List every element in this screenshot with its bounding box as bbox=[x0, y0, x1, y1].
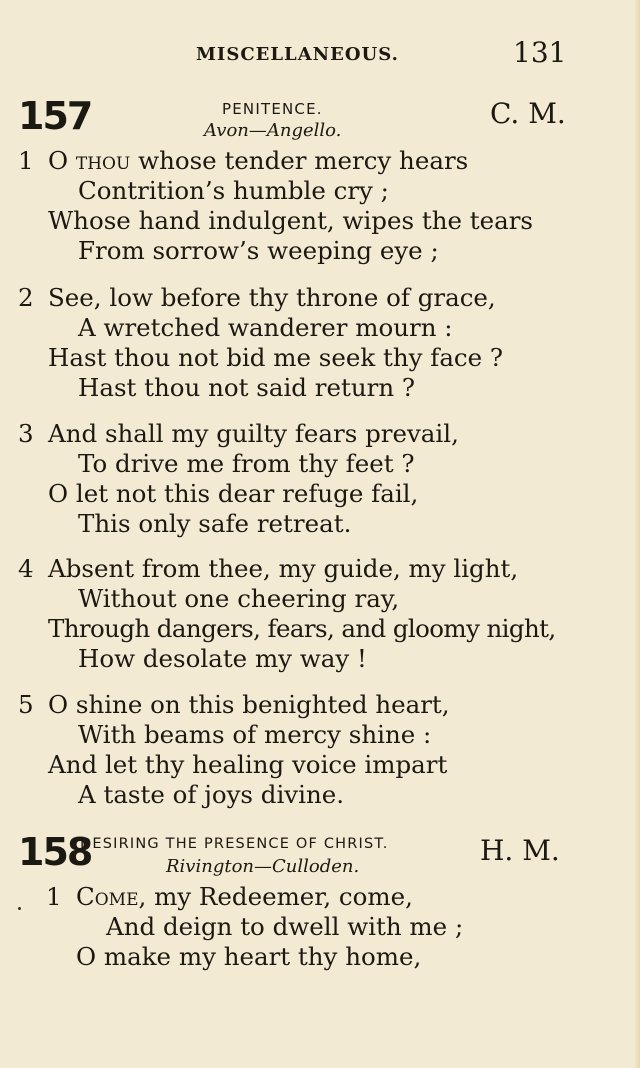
hymn-number: 157 bbox=[18, 94, 92, 138]
verse-line: To drive me from thy feet ? bbox=[78, 449, 415, 478]
running-header-title: MISCELLANEOUS. bbox=[196, 44, 399, 65]
verse-line: Contrition’s humble cry ; bbox=[78, 176, 389, 205]
verse-number: 1 bbox=[46, 882, 62, 911]
verse-line: This only safe retreat. bbox=[78, 509, 352, 538]
ink-speck bbox=[18, 907, 21, 910]
verse-number: 3 bbox=[18, 419, 34, 448]
verse-line: Whose hand indulgent, wipes the tears bbox=[48, 206, 533, 235]
hymn-tunes: Rivington—Culloden. bbox=[166, 856, 360, 877]
hymn-meter: C. M. bbox=[490, 97, 566, 130]
verse-number: 1 bbox=[18, 146, 34, 175]
verse-line: A taste of joys divine. bbox=[78, 780, 345, 809]
verse-line: A wretched wanderer mourn : bbox=[78, 313, 453, 342]
hymn-tunes: Avon—Angello. bbox=[204, 120, 342, 141]
verse-line: Hast thou not said return ? bbox=[78, 373, 416, 402]
verse-line: O let not this dear refuge fail, bbox=[48, 479, 419, 508]
page-edge bbox=[634, 0, 640, 1068]
verse-first-word: Come bbox=[76, 882, 139, 911]
verse-number: 5 bbox=[18, 690, 34, 719]
verse-line: O make my heart thy home, bbox=[76, 942, 422, 971]
verse-line: And let thy healing voice impart bbox=[48, 750, 448, 779]
hymn-meter: H. M. bbox=[480, 834, 560, 867]
verse-line: Without one cheering ray, bbox=[78, 584, 400, 613]
verse-number: 4 bbox=[18, 554, 34, 583]
page-number: 131 bbox=[513, 36, 567, 69]
verse-line: And shall my guilty fears prevail, bbox=[48, 419, 459, 448]
hymn-topic: PENITENCE. bbox=[222, 100, 323, 118]
verse-line: See, low before thy throne of grace, bbox=[48, 283, 496, 312]
verse-line: With beams of mercy shine : bbox=[78, 720, 432, 749]
verse-line: Through dangers, fears, and gloomy night, bbox=[48, 614, 556, 643]
hymn-number: 158 bbox=[18, 830, 92, 874]
verse-line: Hast thou not bid me seek thy face ? bbox=[48, 343, 504, 372]
verse-line-rest: , my Redeemer, come, bbox=[138, 882, 413, 911]
verse-first-word: O thou bbox=[48, 146, 131, 175]
verse-line: How desolate my way ! bbox=[78, 644, 367, 673]
verse-line: Absent from thee, my guide, my light, bbox=[48, 554, 519, 583]
verse-line: O shine on this benighted heart, bbox=[48, 690, 450, 719]
verse-line-rest: whose tender mercy hears bbox=[130, 146, 469, 175]
hymn-topic: DESIRING THE PRESENCE OF CHRIST. bbox=[80, 836, 389, 852]
verse-line: From sorrow’s weeping eye ; bbox=[78, 236, 439, 265]
verse-line bbox=[76, 882, 413, 912]
verse-line: And deign to dwell with me ; bbox=[106, 912, 464, 941]
verse-line bbox=[48, 146, 468, 176]
verse-number: 2 bbox=[18, 283, 34, 312]
